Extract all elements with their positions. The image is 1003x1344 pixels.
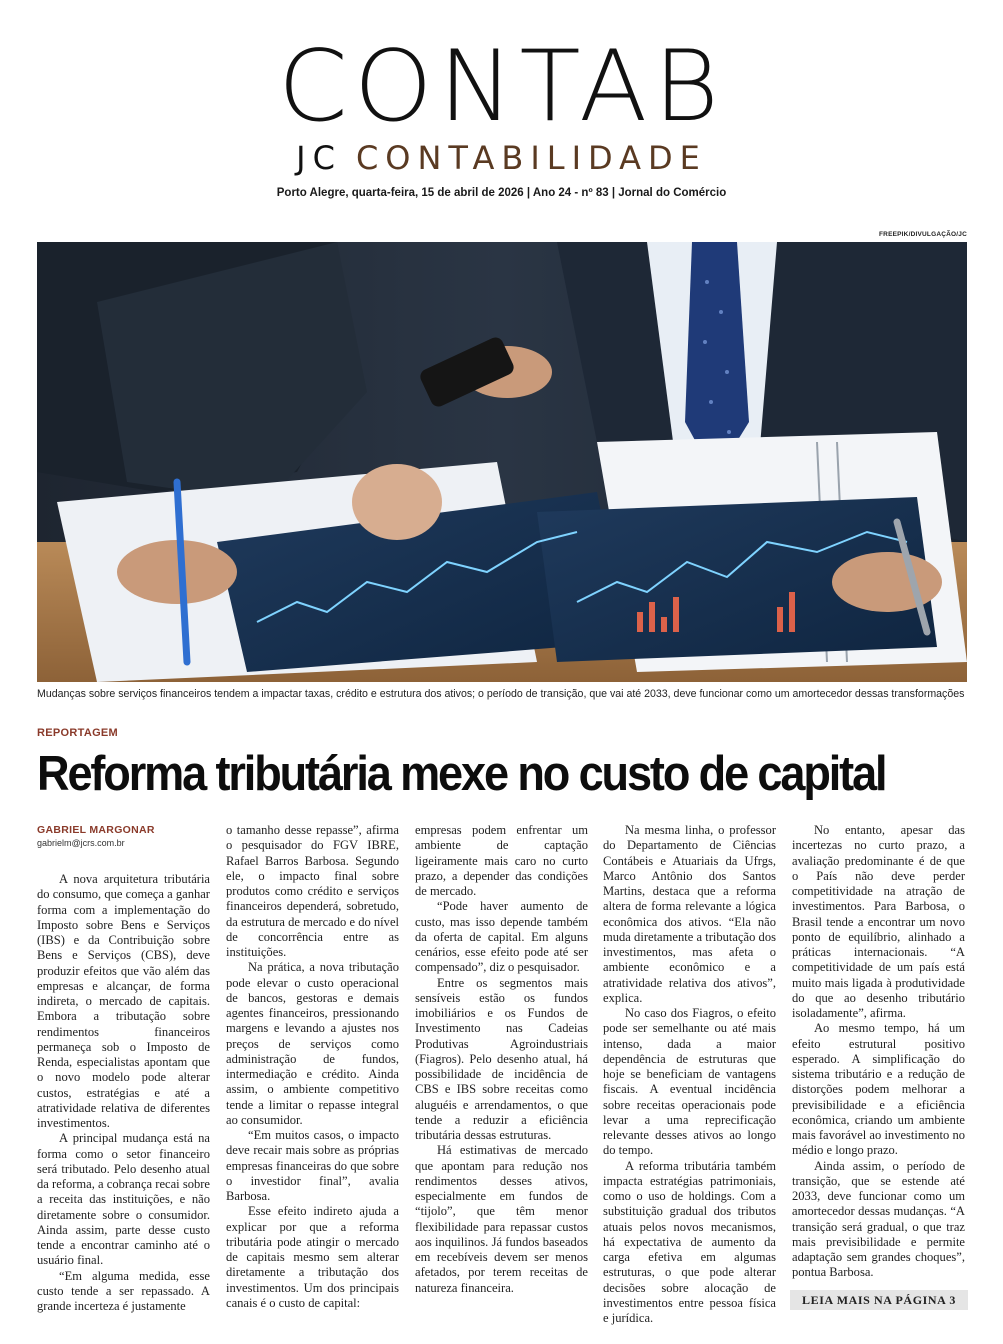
continue-reading-link[interactable]: LEIA MAIS NA PÁGINA 3 (790, 1290, 968, 1310)
photo-caption: Mudanças sobre serviços financeiros tendem a impactar taxas, crédito e estrutura dos ativos; o período de transição, que vai até 2033, deve funcionar como um amortecedor dessas transformações (37, 688, 965, 700)
section-kicker: REPORTAGEM (37, 727, 119, 739)
paragraph: “Pode haver aumento de custo, mas isso depende também da oferta de capital. Em alguns cenários, esse efeito pode até ser compensado”, diz o pesquisador. (415, 899, 588, 975)
author-email[interactable]: gabrielm@jcrs.com.br (37, 838, 125, 848)
column-1 (37, 823, 210, 1314)
dateline: Porto Alegre, quarta-feira, 15 de abril de 2026 | Ano 24 - nº 83 | Jornal do Comércio (276, 187, 727, 199)
column-4 (603, 823, 776, 1326)
paragraph: A reforma tributária também impacta estratégias patrimoniais, como o uso de holdings. Com a substituição gradual dos tributos atuais pelos novos mecanismos, há expectativa de aumento da carga efetiva em algumas estruturas, o que pode alterar decisões sobre alocação de investimentos entre pessoa física e jurídica. (603, 1158, 776, 1325)
paragraph: Ainda assim, o período de transição, que se estende até 2033, deve funcionar como um amortecedor dessas mudanças. “A transição será gradual, o que traz mais previsibilidade e permite adaptação sem grandes choques”, pontua Barbosa. (792, 1158, 965, 1280)
paragraph: Entre os segmentos mais sensíveis estão os fundos imobiliários e os Fundos de Investimento nas Cadeias Produtivas Agroindustriais (Fiagros). Pelo desenho atual, há possibilidade de incidência de CBS e IBS sobre receitas como aluguéis e arrendamentos, o que tende a reduzir a eficiência tributária dessas estruturas. (415, 975, 588, 1142)
paragraph: A nova arquitetura tributária do consumo, que começa a ganhar forma com a implementação do Imposto sobre Bens e Serviços (IBS) e da Contribuição sobre Bens e Serviços (CBS), deve produzir efeitos que vão além das empresas e alcançar, de forma indireta, o mercado de capitais. Embora a tributação sobre rendimentos financeiros permaneça sob o Imposto de Renda, especialistas apontam que o novo modelo pode alterar custos, estratégias e até a atratividade relativa de diferentes investimentos. (37, 872, 210, 1130)
contab-logo: CONTAB (277, 30, 726, 144)
masthead (0, 30, 1003, 177)
paragraph: empresas podem enfrentar um ambiente de captação ligeiramente mais caro no curto prazo, a depender das condições de mercado. (415, 823, 588, 898)
photo-credit: FREEPIK/DIVULGAÇÃO/JC (879, 231, 967, 238)
photo-illustration (37, 242, 967, 682)
column-2 (226, 823, 399, 1311)
jc-label: JC (296, 139, 342, 177)
section-logo (0, 139, 1003, 177)
article-photo (37, 242, 967, 682)
section-name: CONTABILIDADE (355, 139, 707, 177)
paragraph: Na prática, a nova tributação pode elevar o custo operacional de bancos, gestoras e demais agentes financeiros, pressionando margens e levando a ajustes nos preços de serviços como administração de fundos, intermediação e crédito. Ainda assim, o ambiente competitivo tende a limitar o repasse integral ao consumidor. (226, 960, 399, 1127)
paragraph: “Em alguma medida, esse custo tende a ser repassado. A grande incerteza é justamente (37, 1268, 210, 1313)
paragraph: Há estimativas de mercado que apontam para redução nos rendimentos desses ativos, especialmente em fundos de “tijolo”, que têm menor flexibilidade para repassar custos aos inquilinos. Já fundos baseados em recebíveis devem ser menos afetados, por terem receitas de natureza financeira. (415, 1143, 588, 1295)
paragraph: Na mesma linha, o professor do Departamento de Ciências Contábeis e Atuariais da Ufrgs, Marco Antônio dos Santos Martins, destaca que a reforma altera de forma relevante a lógica econômica dos ativos. “Ela não muda diretamente a tributação dos investimentos, mas afeta o ambiente econômico e a atratividade relativa dos ativos”, explica. (603, 823, 776, 1005)
author-name: GABRIEL MARGONAR (37, 824, 155, 836)
paragraph: A principal mudança está na forma como o setor financeiro será tributado. Pelo desenho atual da reforma, a cobrança recai sobre a receita das instituições, e não diretamente sobre o consumidor. Ainda assim, parte desse custo tende a encontrar caminho até o usuário final. (37, 1131, 210, 1268)
paragraph: No caso dos Fiagros, o efeito pode ser semelhante ou até mais intenso, dada a maior dependência de estruturas que hoje se beneficiam de vantagens fiscais. A eventual incidência sobre receitas operacionais pode levar a uma reprecificação relevante desses ativos ao longo do tempo. (603, 1006, 776, 1158)
headline: Reforma tributária mexe no custo de capital (37, 747, 886, 801)
paragraph: Ao mesmo tempo, há um efeito estrutural positivo esperado. A simplificação do sistema tributário e a redução de distorções podem melhorar a previsibilidade e a eficiência econômica, criando um ambiente mais favorável ao investimento no médio e longo prazo. (792, 1021, 965, 1158)
paragraph: o tamanho desse repasse”, afirma o pesquisador do FGV IBRE, Rafael Barros Barbosa. Segundo ele, o impacto final sobre produtos como crédito e serviços financeiros dependerá, sobretudo, da estrutura de mercado e do nível de concorrência entre as instituições. (226, 823, 399, 959)
paragraph: “Em muitos casos, o impacto deve recair mais sobre as próprias empresas financeiras do que sobre o investidor final”, avalia Barbosa. (226, 1128, 399, 1203)
paragraph: Esse efeito indireto ajuda a explicar por que a reforma tributária pode atingir o mercado de capitais mesmo sem alterar diretamente a tributação dos investimentos. Um dos principais canais é o custo de capital: (226, 1204, 399, 1310)
column-5 (792, 823, 965, 1281)
column-3 (415, 823, 588, 1296)
paragraph: No entanto, apesar das incertezas no curto prazo, a avaliação predominante é de que o País não deve perder competitividade na atração de investimentos. Para Barbosa, o Brasil tende a encontrar um novo ponto de equilíbrio, alinhado a práticas internacionais. “A competitividade de um país está muito mais ligada à produtividade do que ao desenho tributário isoladamente”, afirma. (792, 823, 965, 1020)
article-body (37, 823, 967, 1325)
